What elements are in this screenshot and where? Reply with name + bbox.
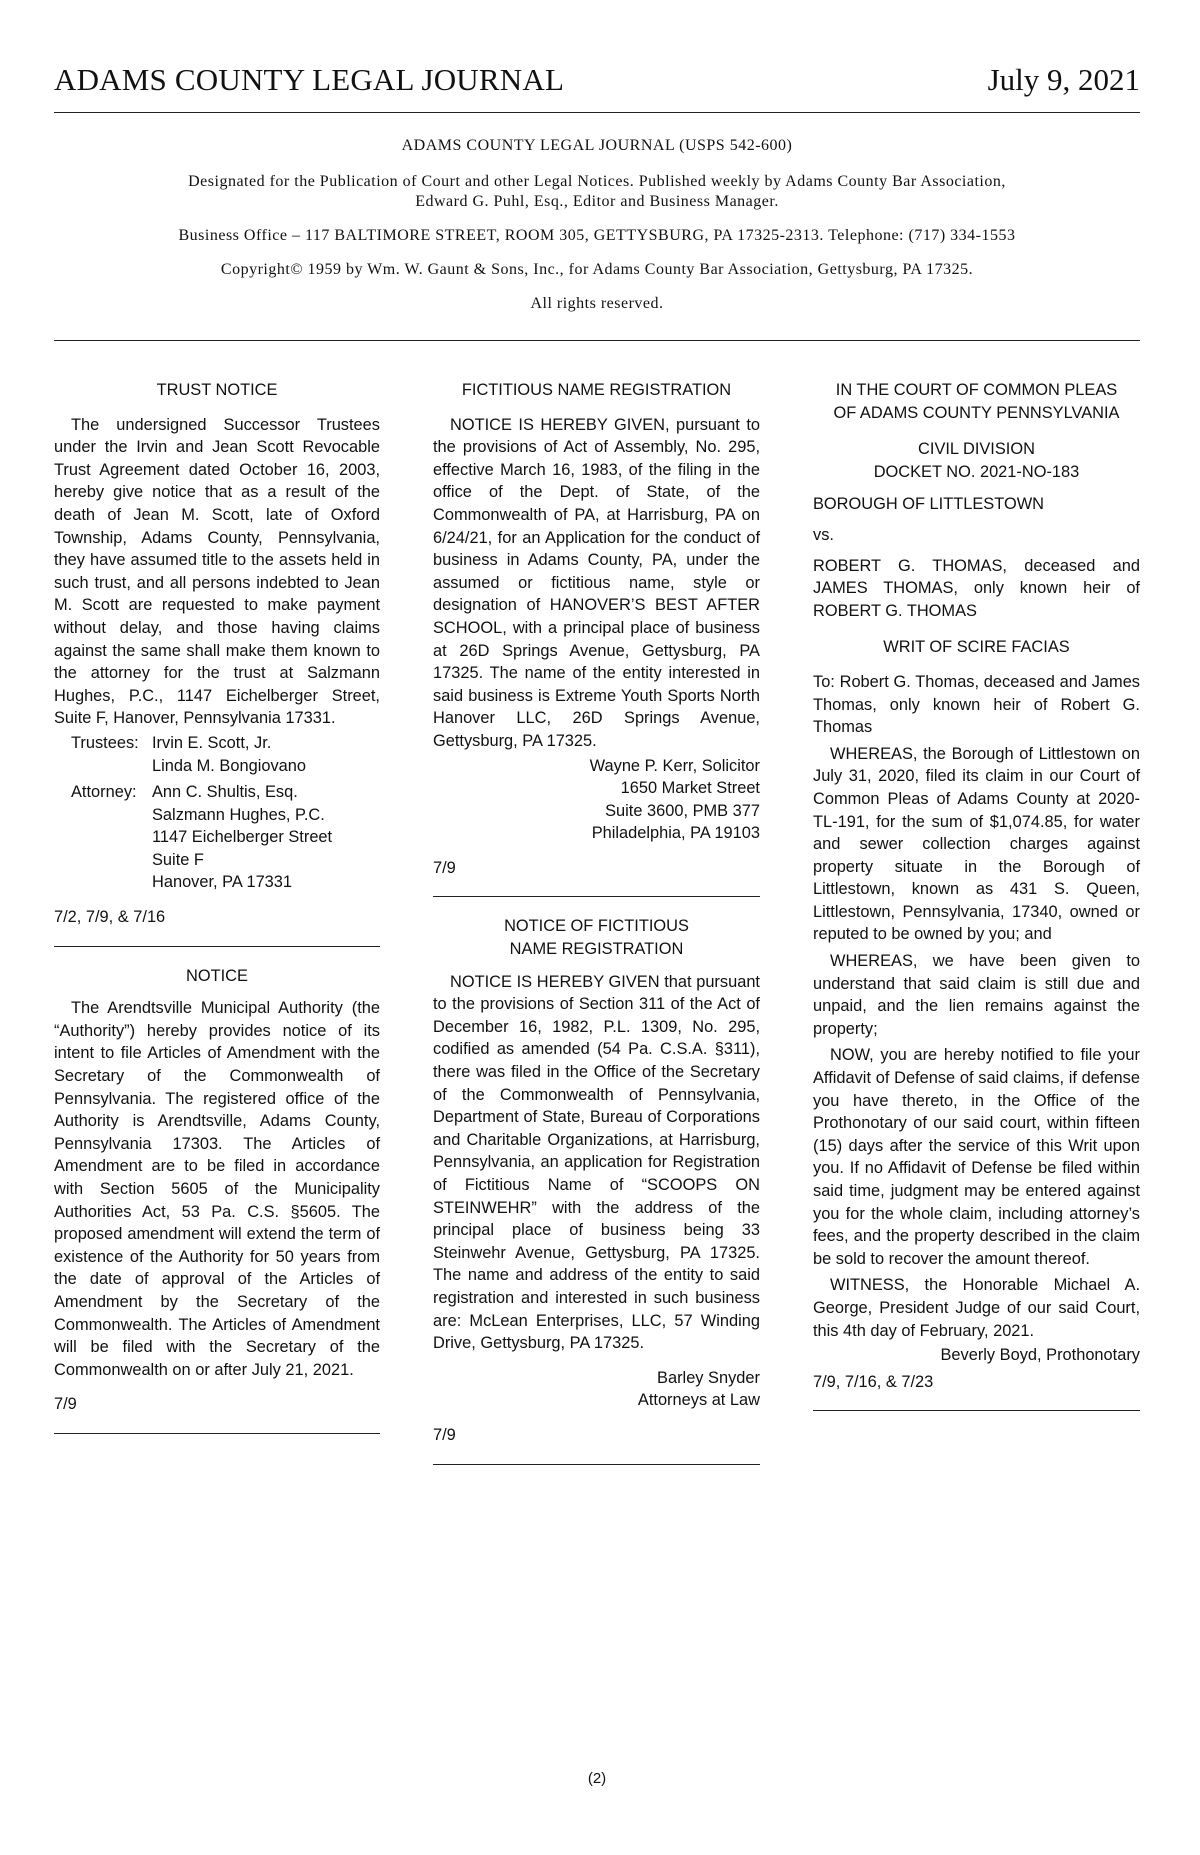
signature-line: Suite 3600, PMB 377 (605, 801, 760, 820)
attorney-line: Suite F (152, 850, 204, 869)
fictitious-name-registration (433, 379, 760, 879)
trustee-name: Irvin E. Scott, Jr. (152, 733, 272, 752)
trustee-name: Linda M. Bongiovano (152, 756, 306, 775)
attorney-block (54, 781, 380, 894)
column-middle (433, 379, 760, 1465)
attorney-address (152, 781, 380, 894)
court-notice-dates: 7/9, 7/16, & 7/23 (813, 1372, 934, 1391)
notice-divider (433, 1464, 760, 1465)
issue-date: July 9, 2021 (987, 62, 1140, 97)
journal-page (54, 0, 1140, 1855)
trustees-block (54, 732, 380, 777)
running-header (54, 62, 1140, 113)
signature-line: Attorneys at Law (637, 1391, 760, 1410)
docket-number: DOCKET NO. 2021-NO-183 (873, 462, 1080, 481)
notice-divider (54, 1433, 380, 1434)
writ-heading: WRIT OF SCIRE FACIAS (883, 638, 1070, 657)
notice-dates: 7/9 (54, 1395, 77, 1414)
fictitious-2-dates: 7/9 (433, 1425, 456, 1444)
signature-line: Barley Snyder (657, 1368, 760, 1387)
fictitious-2-body: NOTICE IS HEREBY GIVEN that pursuant to the provisions of Section 311 of the Act of December 16, 1982, P.L. 1309, No. 295, codified as amended (54 Pa. C.S.A. §311), there was filed in the Office of the Secretary of the Commonwealth of Pennsylvania, Department of State, Bureau of Corporations and Charitable Organizations, at Harrisburg, Pennsylvania, an application for Registration of Fictitious Name of “SCOOPS ON STEINWEHR” with the address of the principal place of business being 33 Steinwehr Avenue, Gettysburg, PA 17325. The name and address of the entity to said registration and interested in such business are: McLean Enterprises, LLC, 57 Winding Drive, Gettysburg, PA 17325. (433, 972, 760, 1353)
masthead-business-office: Business Office – 117 BALTIMORE STREET, ROOM 305, GETTYSBURG, PA 17325-2313. Telephone: (717) 334-1553 (178, 227, 1016, 244)
docket-block (813, 438, 1140, 483)
plaintiff: BOROUGH OF LITTLESTOWN (813, 495, 1045, 514)
court-writ-notice (813, 379, 1140, 1393)
division-label: CIVIL DIVISION (918, 440, 1035, 459)
masthead-copyright: Copyright© 1959 by Wm. W. Gaunt & Sons, Inc., for Adams County Bar Association, Gettysburg, PA 17325. (220, 261, 974, 278)
heading-line: IN THE COURT OF COMMON PLEAS (835, 381, 1118, 399)
fictitious-2-heading (433, 915, 760, 960)
column-left (54, 379, 380, 1434)
trustees-names (152, 732, 380, 777)
writ-paragraph: WHEREAS, we have been given to understand that said claim is still due and unpaid, and the lien remains against the property; (813, 952, 1140, 1038)
notice-divider (54, 946, 380, 947)
fictitious-1-heading: FICTITIOUS NAME REGISTRATION (461, 381, 732, 399)
trust-notice-heading: TRUST NOTICE (156, 381, 278, 399)
heading-line: OF ADAMS COUNTY PENNSYLVANIA (833, 403, 1120, 422)
writ-paragraph: WHEREAS, the Borough of Littlestown on July 31, 2020, filed its claim in our Court of Common Pleas of Adams County at 2020-TL-191, for the sum of $1,074.85, for water and sewer collection charges against property situate in the Borough of Littlestown, known as 431 S. Queen, Littlestown, Pennsylvania, 17340, owned or reputed to be owned by you; and (813, 744, 1140, 944)
writ-addressee: To: Robert G. Thomas, deceased and James Thomas, only known heir of Robert G. Thomas (813, 672, 1140, 737)
attorney-label: Attorney: (71, 783, 137, 802)
journal-title: ADAMS COUNTY LEGAL JOURNAL (54, 62, 565, 97)
fictitious-1-dates: 7/9 (433, 858, 456, 877)
defendant: ROBERT G. THOMAS, deceased and JAMES THOMAS, only known heir of ROBERT G. THOMAS (813, 556, 1140, 620)
trust-notice-dates: 7/2, 7/9, & 7/16 (54, 908, 166, 927)
notice-divider (433, 896, 760, 897)
trustees-label: Trustees: (71, 733, 139, 752)
attorney-line: Ann C. Shultis, Esq. (152, 783, 298, 802)
signature-line: 1650 Market Street (620, 779, 760, 798)
heading-line: NAME REGISTRATION (509, 940, 684, 959)
notice-divider (813, 1410, 1140, 1411)
arendtsville-notice (54, 965, 380, 1416)
prothonotary-signature: Beverly Boyd, Prothonotary (940, 1346, 1140, 1365)
heading-line: NOTICE OF FICTITIOUS (504, 917, 689, 936)
notice-body: The Arendtsville Municipal Authority (the “Authority”) hereby provides notice of its intent to file Articles of Amendment with the Secretary of the Commonwealth of Pennsylvania. The registered office of the Authority is Arendtsville, Adams County, Pennsylvania 17303. The Articles of Amendment are to be filed in accordance with Section 5605 of the Municipality Authorities Act, 53 Pa. C.S. §5605. The proposed amendment will extend the term of existence of the Authority for 50 years from the date of approval of the Articles of Amendment by the Secretary of the Commonwealth. The Articles of Amendment will be filed with the Secretary of the Commonwealth on or after July 21, 2021. (54, 999, 380, 1379)
page-number: (2) (587, 1770, 607, 1787)
column-right (813, 379, 1140, 1411)
court-heading (813, 379, 1140, 424)
masthead (54, 136, 1140, 328)
signature-line: Wayne P. Kerr, Solicitor (589, 756, 760, 775)
masthead-title: ADAMS COUNTY LEGAL JOURNAL (USPS 542-600) (401, 137, 793, 154)
masthead-rights: All rights reserved. (530, 295, 664, 312)
masthead-divider (54, 340, 1140, 341)
attorney-line: 1147 Eichelberger Street (152, 828, 333, 847)
fictitious-2-signature (433, 1367, 760, 1412)
notice-heading: NOTICE (186, 966, 248, 985)
notice-of-fictitious-name-registration (433, 915, 760, 1446)
trust-notice-body: The undersigned Successor Trustees under the Irvin and Jean Scott Revocable Trust Agreement dated October 16, 2003, hereby give notice that as a result of the death of Jean M. Scott, late of Oxford Township, Adams County, Pennsylvania, they have assumed title to the assets held in such trust, and all persons indebted to Jean M. Scott are requested to make payment without delay, and those having claims against the same shall make them known to the attorney for the trust at Salzmann Hughes, P.C., 1147 Eichelberger Street, Suite F, Hanover, Pennsylvania 17331. (54, 415, 380, 728)
writ-paragraph: NOW, you are hereby notified to file your Affidavit of Defense of said claims, if defense you have thereto, in the Office of the Prothonotary of our said court, within fifteen (15) days after the service of this Writ upon you. If no Affidavit of Defense be filed within said time, judgment may be entered against you for the whole claim, including attorney’s fees, and the property described in the claim be sold to recover the amount thereof. (813, 1046, 1140, 1268)
masthead-designation-line1: Designated for the Publication of Court and other Legal Notices. Published weekly by Adams County Bar Association, (188, 173, 1006, 190)
trust-notice (54, 379, 380, 929)
masthead-designation (54, 172, 1140, 212)
fictitious-1-signature (433, 755, 760, 845)
versus: vs. (813, 525, 834, 544)
signature-line: Philadelphia, PA 19103 (591, 824, 760, 843)
attorney-line: Salzmann Hughes, P.C. (152, 805, 325, 824)
fictitious-1-body: NOTICE IS HEREBY GIVEN, pursuant to the provisions of Act of Assembly, No. 295, effective March 16, 1983, of the filing in the office of the Dept. of State, of the Commonwealth of PA, at Harrisburg, PA on 6/24/21, for an Application for the conduct of business in Adams County, PA, under the assumed or fictitious name, style or designation of HANOVER’S BEST AFTER SCHOOL, with a principal place of business at 26D Springs Avenue, Gettysburg, PA 17325. The name of the entity interested in said business is Extreme Youth Sports North Hanover LLC, 26D Springs Avenue, Gettysburg, PA 17325. (433, 415, 760, 750)
writ-paragraph: WITNESS, the Honorable Michael A. George, President Judge of our said Court, this 4th day of February, 2021. (813, 1276, 1140, 1340)
attorney-line: Hanover, PA 17331 (152, 873, 293, 892)
masthead-designation-line2: Edward G. Puhl, Esq., Editor and Business Manager. (415, 193, 779, 210)
